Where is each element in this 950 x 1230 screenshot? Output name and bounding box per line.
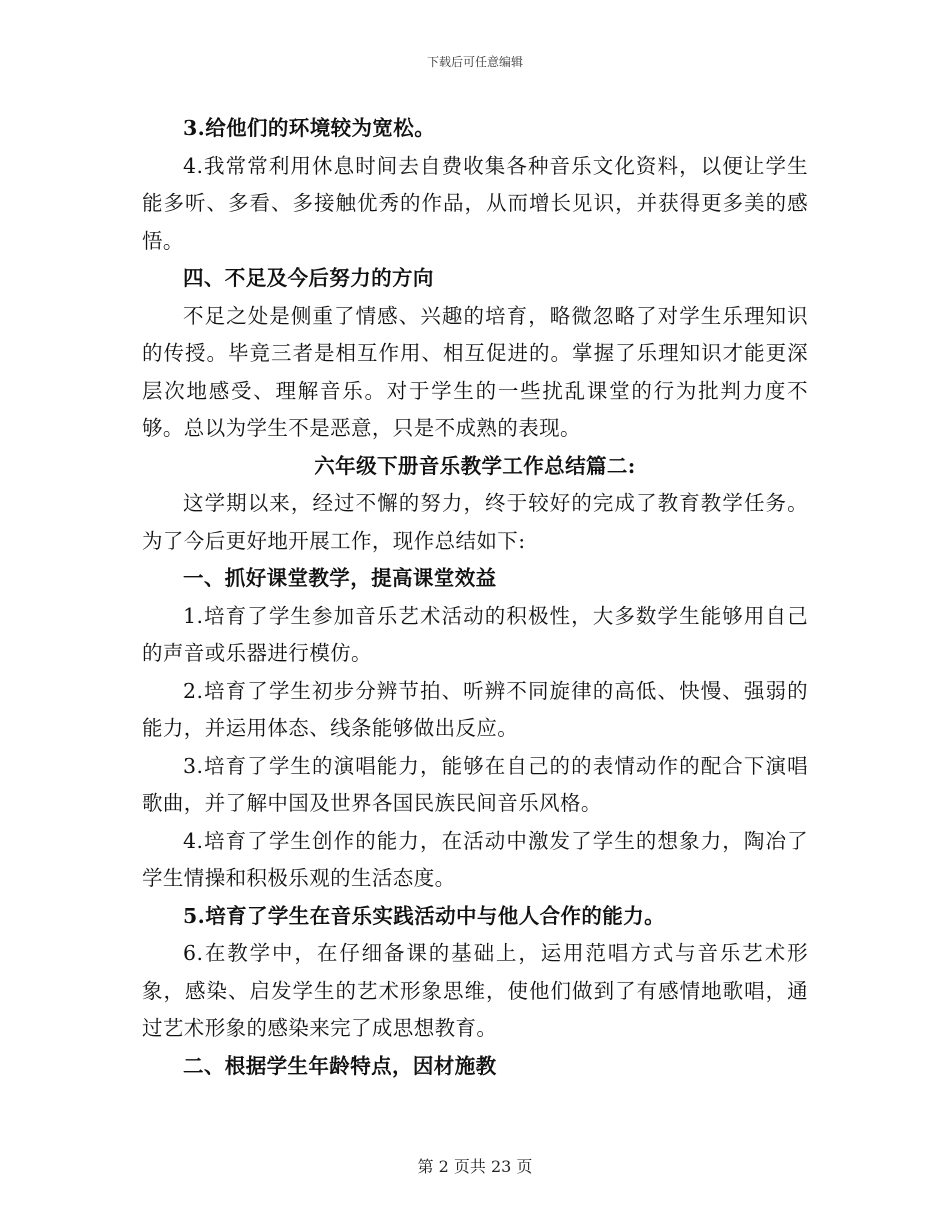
paragraph-8: 4.培育了学生创作的能力，在活动中激发了学生的想象力，陶冶了学生情操和积极乐观的生活态度。: [142, 828, 808, 890]
paragraph-9: 5.培育了学生在音乐实践活动中与他人合作的能力。: [183, 903, 665, 928]
paragraph-3: 不足之处是侧重了情感、兴趣的培育，略微忽略了对学生乐理知识的传授。毕竟三者是相互作用、相互促进的。掌握了乐理知识才能更深层次地感受、理解音乐。对于学生的一些扰乱课堂的行为批判力度不够。总以为学生不是恶意，只是不成熟的表现。: [142, 303, 808, 440]
section-heading-4: 四、不足及今后努力的方向: [183, 266, 434, 290]
paragraph-10: 6.在教学中，在仔细备课的基础上，运用范唱方式与音乐艺术形象，感染、启发学生的艺术形象思维，使他们做到了有感情地歌唱，通过艺术形象的感染来完了成思想教育。: [142, 941, 808, 1040]
page-header: 下载后可任意编辑: [426, 55, 523, 69]
paragraph-4: 这学期以来，经过不懈的努力，终于较好的完成了教育教学任务。为了今后更好地开展工作，现作总结如下:: [142, 491, 808, 553]
article-title-part-2: 六年级下册音乐教学工作总结篇二:: [314, 453, 636, 478]
paragraph-1: 3.给他们的环境较为宽松。: [183, 116, 436, 140]
paragraph-2: 4.我常常利用休息时间去自费收集各种音乐文化资料，以便让学生能多听、多看、多接触优秀的作品，从而增长见识，并获得更多美的感悟。: [142, 153, 808, 253]
page-footer: 第 2 页共 23 页: [417, 1157, 533, 1176]
paragraph-7: 3.培育了学生的演唱能力，能够在自己的的表情动作的配合下演唱歌曲，并了解中国及世界各国民族民间音乐风格。: [142, 753, 808, 815]
document-body: [142, 110, 808, 1085]
section-heading-1: 一、抓好课堂教学，提高课堂效益: [183, 566, 497, 590]
section-heading-2: 二、根据学生年龄特点，因材施教: [183, 1053, 497, 1078]
paragraph-5: 1.培育了学生参加音乐艺术活动的积极性，大多数学生能够用自己的声音或乐器进行模仿。: [142, 603, 808, 665]
paragraph-6: 2.培育了学生初步分辨节拍、听辨不同旋律的高低、快慢、强弱的能力，并运用体态、线条能够做出反应。: [142, 678, 808, 740]
